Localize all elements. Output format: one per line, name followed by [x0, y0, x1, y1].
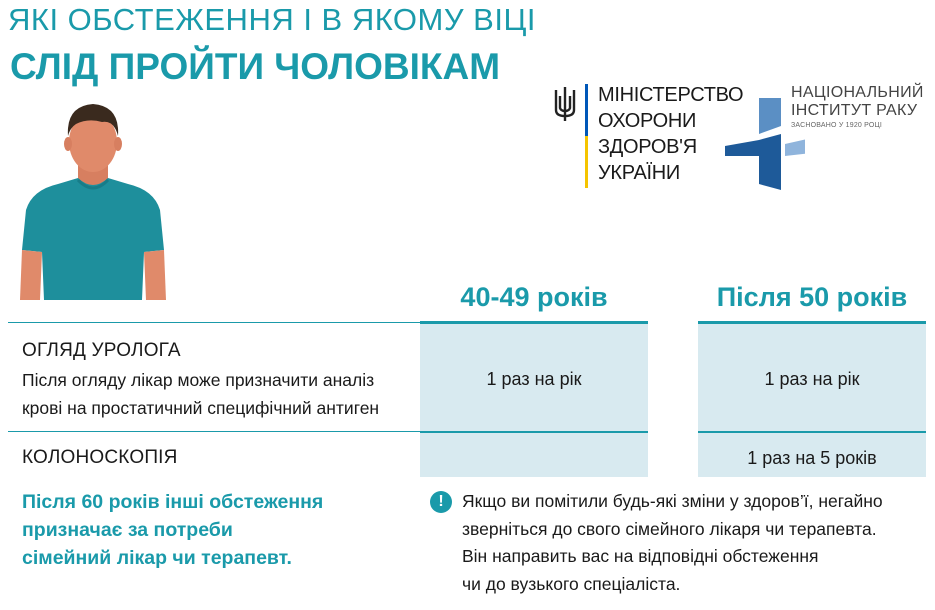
table-top-rule [8, 322, 420, 323]
ministry-name-line: МІНІСТЕРСТВО [598, 84, 744, 106]
row-divider [420, 431, 648, 433]
institute-founded: ЗАСНОВАНО У 1920 РОЦІ [791, 122, 883, 129]
table-cell-value: 1 раз на 5 років [747, 448, 877, 468]
ministry-name [598, 82, 743, 186]
exam-title-colonoscopy: КОЛОНОСКОПІЯ [22, 447, 178, 468]
table-cell-value: 1 раз на рік [764, 369, 860, 389]
exam-title-urologist: ОГЛЯД УРОЛОГА [22, 340, 181, 361]
exam-note-line: крові на простатичний специфічний антиген [22, 398, 380, 418]
column-header-40-49: 40-49 років [460, 282, 608, 312]
advice-line: Він направить вас на відповідні обстеження [462, 546, 819, 566]
trident-icon [552, 86, 578, 122]
advice-line: Якщо ви помітили будь-які зміни у здоров’ї, негайно [462, 491, 883, 511]
after-60-note [22, 488, 323, 572]
page-title-line2: СЛІД ПРОЙТИ ЧОЛОВІКАМ [10, 46, 501, 87]
table-cell-bg [420, 433, 648, 477]
advice-note [462, 488, 883, 598]
institute-name-line1: НАЦІОНАЛЬНИЙ [791, 84, 924, 101]
man-illustration [18, 100, 168, 300]
after-60-note-line: Після 60 років інші обстеження [22, 491, 324, 513]
ministry-name-line: ОХОРОНИ [598, 110, 697, 132]
row-divider [698, 431, 926, 433]
after-60-note-line: сімейний лікар чи терапевт. [22, 547, 292, 569]
row-divider [8, 431, 420, 432]
ministry-name-line: ЗДОРОВ'Я [598, 136, 697, 158]
table-cell-value: 1 раз на рік [486, 369, 582, 389]
advice-line: чи до вузького спеціаліста. [462, 573, 681, 594]
cancer-institute-logo [725, 84, 930, 194]
exclamation-icon: ! [430, 491, 452, 513]
after-60-note-line: призначає за потреби [22, 519, 233, 541]
ministry-name-line: УКРАЇНИ [598, 162, 680, 184]
advice-line: зверніться до свого сімейного лікаря чи терапевта. [462, 518, 877, 539]
exam-note-line: Після огляду лікар може призначити аналіз [22, 370, 375, 390]
page-title-line1: ЯКІ ОБСТЕЖЕННЯ І В ЯКОМУ ВІЦІ [8, 2, 537, 37]
flag-bar [585, 84, 588, 188]
column-header-after-50: Після 50 років [716, 282, 908, 312]
ministry-logo [552, 84, 744, 194]
institute-name-line2: ІНСТИТУТ РАКУ [791, 102, 918, 119]
